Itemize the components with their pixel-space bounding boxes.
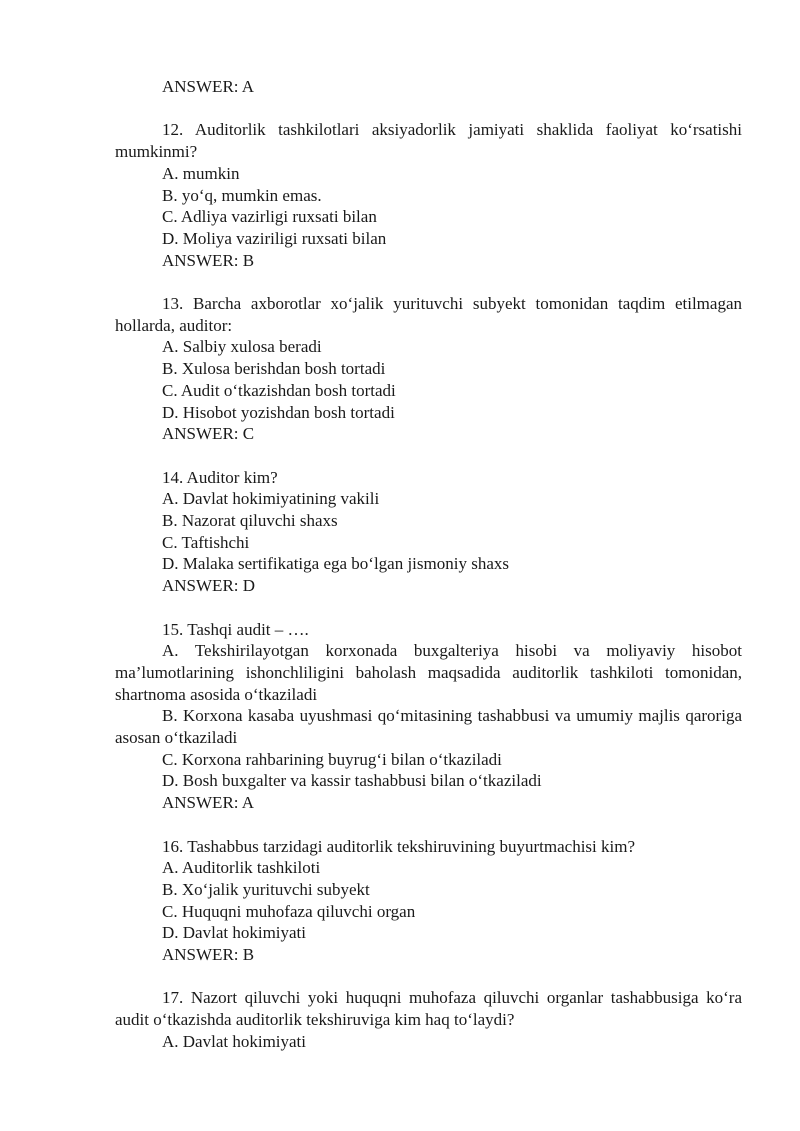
document-page [115, 76, 742, 1053]
spacer [115, 597, 742, 619]
spacer [115, 966, 742, 988]
option-c: C. Korxona rahbarining buyrug‘i bilan o‘tkaziladi [162, 749, 502, 769]
question-14 [115, 467, 742, 597]
option-b: B. Korxona kasaba uyushmasi qo‘mitasining tashabbusi va umumiy majlis qaroriga asosan o‘tkaziladi [115, 706, 742, 748]
answer-line: ANSWER: A [162, 793, 255, 813]
question-17 [115, 987, 742, 1052]
option-a: A. Tekshirilayotgan korxonada buxgalteriya hisobi va moliyaviy hisobot ma’lumotlarining ishonchliligini baholash maqsadida auditorlik tashkiloti tomonidan, shartnoma asosida o‘tkaziladi [115, 641, 742, 704]
spacer [115, 271, 742, 293]
spacer [115, 98, 742, 120]
answer-line: ANSWER: B [162, 945, 255, 965]
question-text: 17. Nazort qiluvchi yoki huquqni muhofaza qiluvchi organlar tashabbusiga ko‘ra audit o‘tkazishda auditorlik tekshiruviga kim haq to‘laydi? [115, 988, 742, 1030]
option-d: D. Hisobot yozishdan bosh tortadi [162, 402, 395, 422]
option-a: A. Davlat hokimiyati [162, 1031, 307, 1051]
question-text: 13. Barcha axborotlar xo‘jalik yurituvchi subyekt tomonidan taqdim etilmagan hollarda, auditor: [115, 294, 742, 335]
option-d: D. Bosh buxgalter va kassir tashabbusi bilan o‘tkaziladi [162, 771, 542, 791]
question-13 [115, 293, 742, 445]
option-c: C. Audit o‘tkazishdan bosh tortadi [162, 380, 396, 400]
option-b: B. Xulosa berishdan bosh tortadi [162, 359, 386, 379]
question-15 [115, 619, 742, 814]
option-b: B. Nazorat qiluvchi shaxs [162, 511, 338, 531]
option-d: D. Malaka sertifikatiga ega bo‘lgan jismoniy shaxs [162, 554, 509, 574]
option-d: D. Moliya vaziriligi ruxsati bilan [162, 228, 387, 248]
answer-line: ANSWER: C [162, 424, 255, 444]
option-b: B. Xo‘jalik yurituvchi subyekt [162, 879, 370, 899]
question-text: 12. Auditorlik tashkilotlari aksiyadorlik jamiyati shaklida faoliyat ko‘rsatishi mumkinmi? [115, 120, 742, 162]
question-16 [115, 836, 742, 966]
option-b: B. yo‘q, mumkin emas. [162, 185, 322, 205]
option-c: C. Adliya vazirligi ruxsati bilan [162, 207, 377, 227]
option-c: C. Taftishchi [162, 532, 250, 552]
spacer [115, 814, 742, 836]
option-a: A. Auditorlik tashkiloti [162, 858, 321, 878]
option-d: D. Davlat hokimiyati [162, 923, 307, 943]
option-a: A. Davlat hokimiyatining vakili [162, 489, 380, 509]
question-text: 15. Tashqi audit – …. [162, 619, 309, 639]
question-text: 14. Auditor kim? [162, 467, 278, 487]
spacer [115, 445, 742, 467]
question-text: 16. Tashabbus tarzidagi auditorlik tekshiruvining buyurtmachisi kim? [162, 836, 635, 856]
option-a: A. Salbiy xulosa beradi [162, 337, 322, 357]
answer-line: ANSWER: A [162, 77, 255, 96]
answer-line: ANSWER: D [162, 576, 256, 596]
question-12 [115, 119, 742, 271]
answer-line: ANSWER: B [162, 250, 255, 270]
option-a: A. mumkin [162, 163, 240, 183]
option-c: C. Huquqni muhofaza qiluvchi organ [162, 901, 416, 921]
